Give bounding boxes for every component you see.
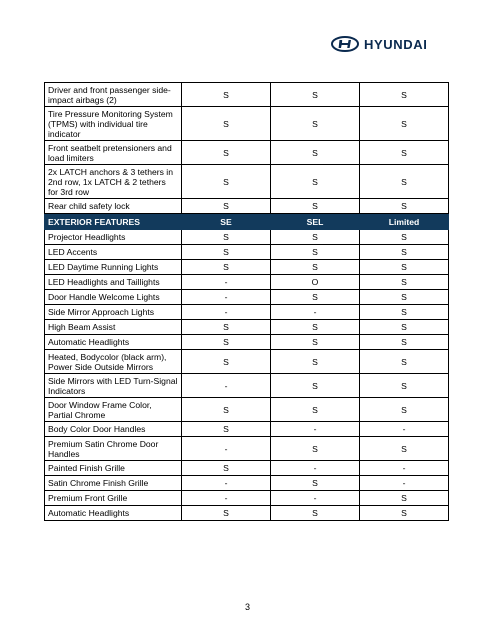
limited-value-cell: S (360, 506, 449, 521)
se-value-cell: S (182, 245, 271, 260)
feature-name-cell: Automatic Headlights (45, 506, 182, 521)
feature-row (45, 491, 449, 506)
sel-value-cell: S (271, 141, 360, 165)
feature-name-cell: Painted Finish Grille (45, 461, 182, 476)
feature-name-cell: Projector Headlights (45, 230, 182, 245)
sel-value-cell: S (271, 350, 360, 374)
feature-name-header: EXTERIOR FEATURES (45, 214, 182, 230)
sel-value-cell: S (271, 320, 360, 335)
se-value-header: SE (182, 214, 271, 230)
feature-name-cell: Tire Pressure Monitoring System (TPMS) with individual tire indicator (45, 107, 182, 141)
se-value-cell: S (182, 107, 271, 141)
feature-name-cell: Premium Front Grille (45, 491, 182, 506)
feature-row (45, 245, 449, 260)
limited-value-cell: S (360, 290, 449, 305)
se-value-cell: - (182, 305, 271, 320)
sel-value-cell: S (271, 398, 360, 422)
hyundai-wordmark: HYUNDAI (364, 36, 428, 52)
feature-row (45, 230, 449, 245)
feature-row (45, 437, 449, 461)
sel-value-cell: S (271, 83, 360, 107)
sel-value-cell: O (271, 275, 360, 290)
sel-value-cell: - (271, 305, 360, 320)
feature-name-cell: Rear child safety lock (45, 199, 182, 214)
se-value-cell: S (182, 350, 271, 374)
page-number: 3 (244, 602, 250, 612)
feature-row (45, 461, 449, 476)
sel-value-cell: S (271, 437, 360, 461)
feature-row (45, 305, 449, 320)
limited-value-cell: S (360, 199, 449, 214)
limited-value-cell: S (360, 350, 449, 374)
section-header-row (45, 214, 449, 230)
limited-value-cell: - (360, 461, 449, 476)
limited-value-cell: - (360, 476, 449, 491)
limited-value-cell: S (360, 245, 449, 260)
limited-value-cell: S (360, 437, 449, 461)
limited-value-header: Limited (360, 214, 449, 230)
limited-value-cell: S (360, 230, 449, 245)
feature-row (45, 199, 449, 214)
limited-value-cell: S (360, 305, 449, 320)
se-value-cell: S (182, 335, 271, 350)
limited-value-cell: S (360, 165, 449, 199)
feature-name-cell: Heated, Bodycolor (black arm), Power Side Outside Mirrors (45, 350, 182, 374)
sel-value-cell: S (271, 245, 360, 260)
feature-name-cell: Door Window Frame Color, Partial Chrome (45, 398, 182, 422)
limited-value-cell: S (360, 491, 449, 506)
se-value-cell: S (182, 83, 271, 107)
limited-value-cell: S (360, 320, 449, 335)
feature-row (45, 83, 449, 107)
hyundai-emblem-icon (331, 36, 359, 52)
feature-row (45, 476, 449, 491)
feature-name-cell: Side Mirrors with LED Turn-Signal Indicators (45, 374, 182, 398)
feature-name-cell: Front seatbelt pretensioners and load limiters (45, 141, 182, 165)
se-value-cell: - (182, 275, 271, 290)
feature-name-cell: LED Accents (45, 245, 182, 260)
feature-name-cell: Driver and front passenger side-impact airbags (2) (45, 83, 182, 107)
sel-value-cell: S (271, 165, 360, 199)
limited-value-cell: S (360, 398, 449, 422)
limited-value-cell: S (360, 141, 449, 165)
feature-row (45, 141, 449, 165)
feature-row (45, 422, 449, 437)
sel-value-cell: S (271, 107, 360, 141)
se-value-cell: S (182, 260, 271, 275)
sel-value-cell: S (271, 506, 360, 521)
se-value-cell: S (182, 230, 271, 245)
limited-value-cell: S (360, 275, 449, 290)
se-value-cell: - (182, 476, 271, 491)
feature-row (45, 398, 449, 422)
hyundai-logo (331, 34, 427, 54)
feature-row (45, 506, 449, 521)
limited-value-cell: S (360, 107, 449, 141)
sel-value-cell: S (271, 290, 360, 305)
sel-value-cell: S (271, 476, 360, 491)
limited-value-cell: - (360, 422, 449, 437)
sel-value-header: SEL (271, 214, 360, 230)
feature-name-cell: 2x LATCH anchors & 3 tethers in 2nd row, 1x LATCH & 2 tethers for 3rd row (45, 165, 182, 199)
se-value-cell: - (182, 437, 271, 461)
feature-row (45, 275, 449, 290)
feature-row (45, 107, 449, 141)
feature-row (45, 335, 449, 350)
feature-row (45, 290, 449, 305)
se-value-cell: - (182, 491, 271, 506)
se-value-cell: S (182, 141, 271, 165)
sel-value-cell: - (271, 461, 360, 476)
limited-value-cell: S (360, 374, 449, 398)
sel-value-cell: S (271, 335, 360, 350)
feature-row (45, 320, 449, 335)
se-value-cell: - (182, 290, 271, 305)
sel-value-cell: - (271, 422, 360, 437)
limited-value-cell: S (360, 260, 449, 275)
feature-row (45, 260, 449, 275)
feature-name-cell: Automatic Headlights (45, 335, 182, 350)
se-value-cell: S (182, 461, 271, 476)
limited-value-cell: S (360, 335, 449, 350)
se-value-cell: - (182, 374, 271, 398)
sel-value-cell: S (271, 230, 360, 245)
feature-name-cell: Door Handle Welcome Lights (45, 290, 182, 305)
sel-value-cell: S (271, 260, 360, 275)
feature-name-cell: High Beam Assist (45, 320, 182, 335)
se-value-cell: S (182, 320, 271, 335)
sel-value-cell: - (271, 491, 360, 506)
feature-name-cell: LED Headlights and Taillights (45, 275, 182, 290)
feature-name-cell: Premium Satin Chrome Door Handles (45, 437, 182, 461)
sel-value-cell: S (271, 199, 360, 214)
features-table (44, 82, 449, 521)
feature-name-cell: Side Mirror Approach Lights (45, 305, 182, 320)
limited-value-cell: S (360, 83, 449, 107)
feature-name-cell: Satin Chrome Finish Grille (45, 476, 182, 491)
se-value-cell: S (182, 422, 271, 437)
se-value-cell: S (182, 199, 271, 214)
se-value-cell: S (182, 398, 271, 422)
feature-row (45, 350, 449, 374)
sel-value-cell: S (271, 374, 360, 398)
se-value-cell: S (182, 506, 271, 521)
feature-row (45, 374, 449, 398)
se-value-cell: S (182, 165, 271, 199)
feature-name-cell: LED Daytime Running Lights (45, 260, 182, 275)
feature-name-cell: Body Color Door Handles (45, 422, 182, 437)
feature-row (45, 165, 449, 199)
